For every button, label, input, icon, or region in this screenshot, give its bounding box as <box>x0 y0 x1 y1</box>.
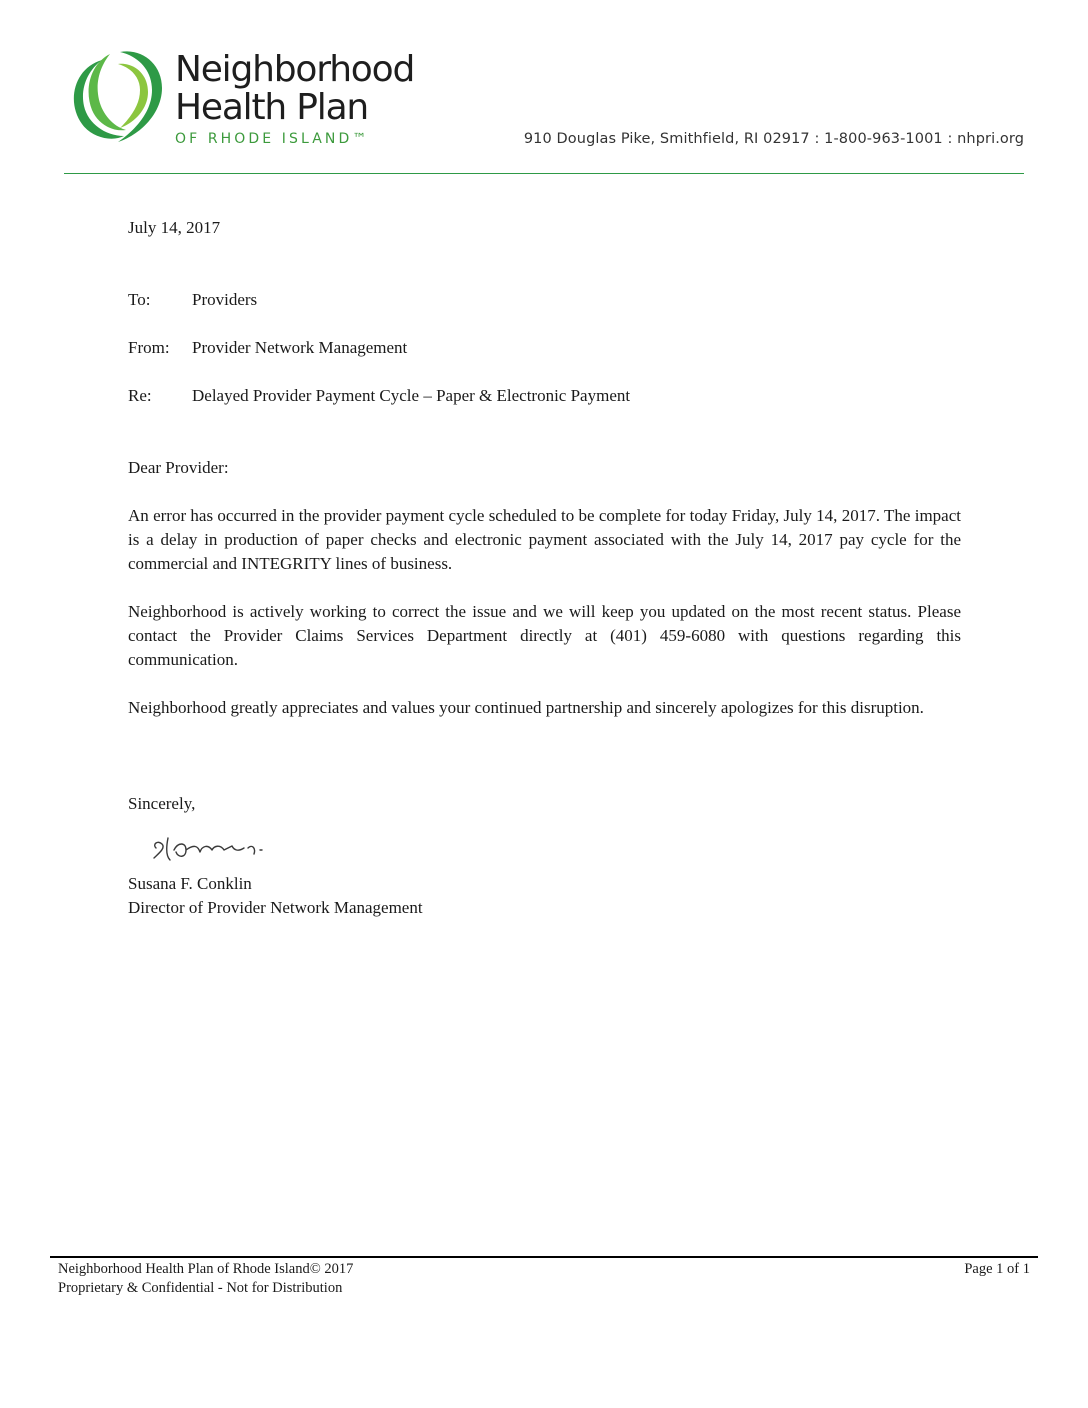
header-divider <box>64 173 1024 174</box>
memo-to-row <box>128 288 257 312</box>
footer-divider <box>50 1256 1038 1258</box>
handwritten-signature <box>148 828 272 870</box>
memo-re-value: Delayed Provider Payment Cycle – Paper & Electronic Payment <box>192 386 631 405</box>
page-number: Page 1 of 1 <box>964 1261 1030 1277</box>
memo-from-label: From: <box>128 338 170 357</box>
memo-re-row <box>128 384 630 408</box>
memo-from-row <box>128 336 407 360</box>
memo-re-label: Re: <box>128 386 152 405</box>
body-paragraph-1: An error has occurred in the provider payment cycle scheduled to be complete for today Friday, July 14, 2017. The impact is a delay in production of paper checks and electronic payment associated with the July 14, 2017 pay cycle for the commercial and INTEGRITY lines of business. <box>128 506 961 573</box>
brand-name-line1: Neighborhood <box>175 49 415 90</box>
brand-wordmark <box>175 49 415 147</box>
memo-from-value: Provider Network Management <box>192 338 408 357</box>
brand-subtitle: OF RHODE ISLAND™ <box>175 131 370 147</box>
brand-name-line2: Health Plan <box>175 87 369 128</box>
memo-to-value: Providers <box>192 290 258 309</box>
footer-confidential: Proprietary & Confidential - Not for Distribution <box>58 1280 343 1296</box>
signer-title: Director of Provider Network Management <box>128 898 423 917</box>
closing: Sincerely, <box>128 794 196 813</box>
body-paragraph-2: Neighborhood is actively working to correct the issue and we will keep you updated on the most recent status. Please contact the Provider Claims Services Department directly at (401) 459-6080 with questions regarding this communication. <box>128 602 961 669</box>
signer-name: Susana F. Conklin <box>128 874 252 893</box>
memo-to-label: To: <box>128 290 151 309</box>
letter-date: July 14, 2017 <box>128 218 221 237</box>
body-paragraph-3: Neighborhood greatly appreciates and values your continued partnership and sincerely apologizes for this disruption. <box>128 698 924 717</box>
footer-notice <box>58 1260 353 1298</box>
neighborhood-logo-icon <box>62 44 168 148</box>
footer-copyright: Neighborhood Health Plan of Rhode Island© 2017 <box>58 1261 354 1277</box>
salutation: Dear Provider: <box>128 458 229 477</box>
letterhead-address: 910 Douglas Pike, Smithfield, RI 02917 : 1-800-963-1001 : nhpri.org <box>523 131 1024 147</box>
